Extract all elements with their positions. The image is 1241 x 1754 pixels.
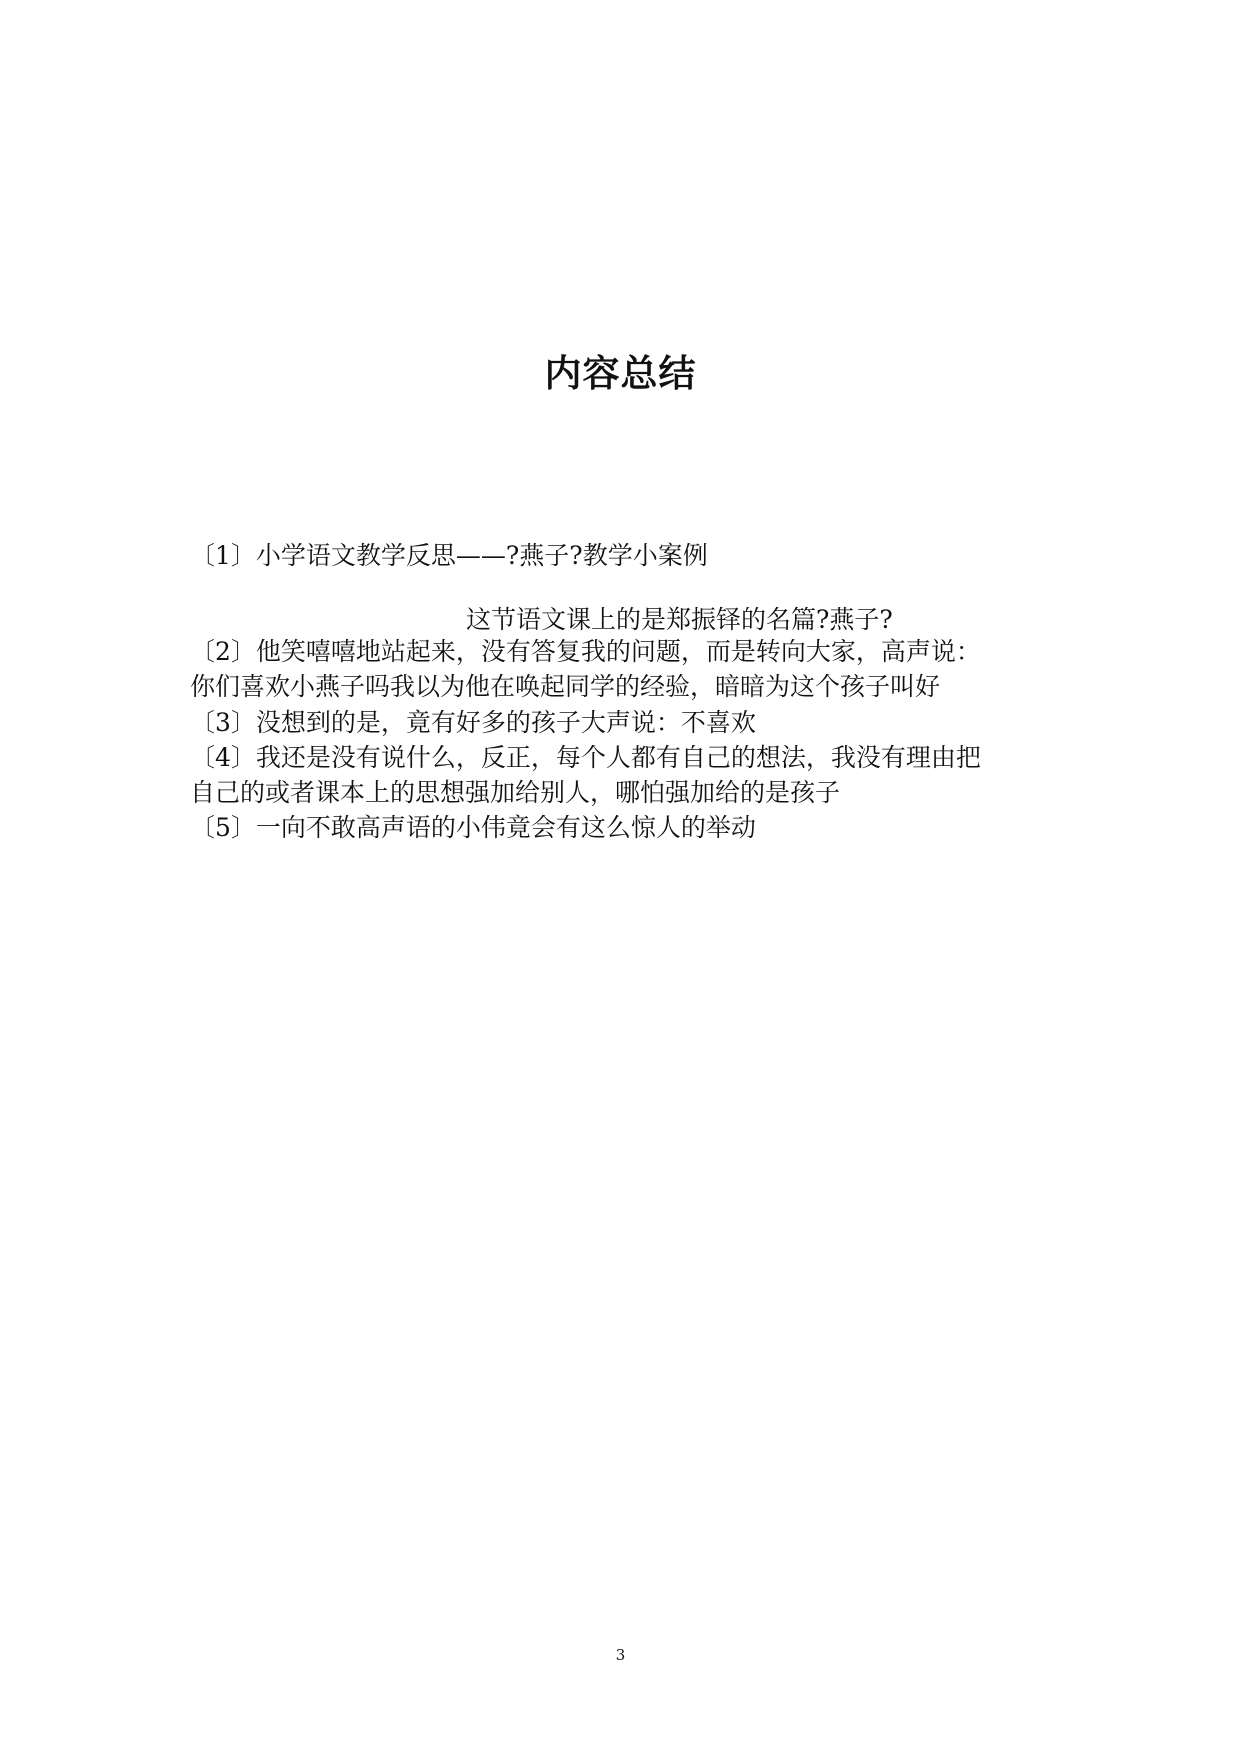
text-line-item-2-cont: 你们喜欢小燕子吗我以为他在唤起同学的经验，暗暗为这个孩子叫好: [190, 672, 941, 701]
text-line-item-1-heading: 〔1〕小学语文教学反思——?燕子?教学小案例: [190, 541, 708, 570]
page-number: 3: [615, 1646, 626, 1664]
text-line-item-4: 〔4〕我还是没有说什么，反正，每个人都有自己的想法，我没有理由把: [190, 743, 981, 772]
page-title: 内容总结: [544, 352, 697, 395]
text-line-item-3: 〔3〕没想到的是，竟有好多的孩子大声说：不喜欢: [190, 708, 756, 737]
text-line-item-4-cont: 自己的或者课本上的思想强加给别人，哪怕强加给的是孩子: [190, 778, 841, 807]
text-line-item-5: 〔5〕一向不敢高声语的小伟竟会有这么惊人的举动: [190, 813, 756, 842]
text-line-intro: 这节语文课上的是郑振铎的名篇?燕子?: [466, 605, 893, 634]
text-line-item-2: 〔2〕他笑嘻嘻地站起来，没有答复我的问题，而是转向大家，高声说：: [190, 637, 981, 666]
